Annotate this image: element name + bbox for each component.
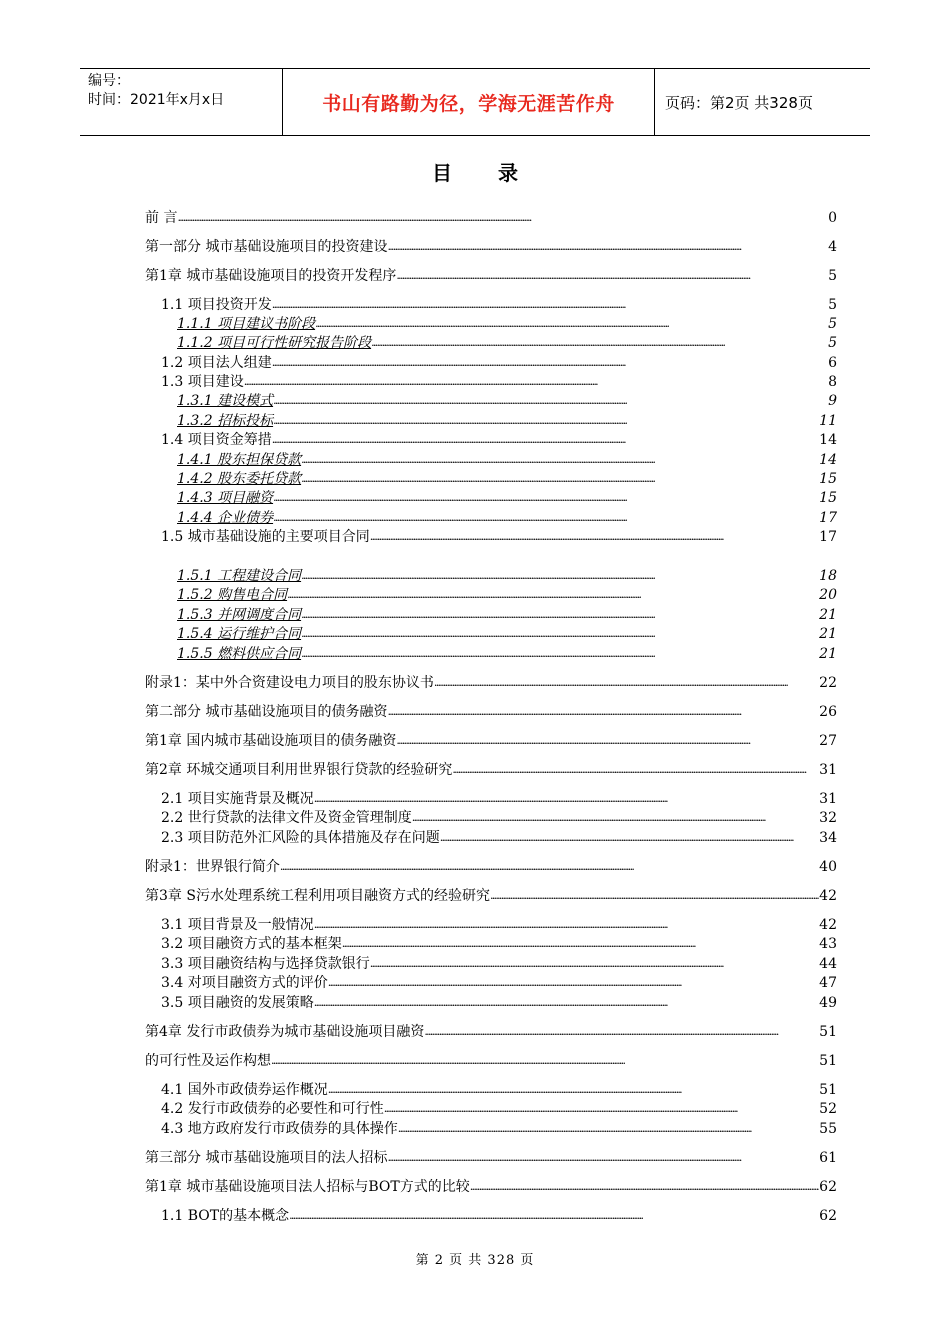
toc-leader bbox=[301, 450, 819, 469]
toc-entry-page: 44 bbox=[819, 956, 837, 972]
toc-entry-label: 3.2 项目融资方式的基本框架 bbox=[161, 936, 342, 952]
toc-entry-label: 2.2 世行贷款的法律文件及资金管理制度 bbox=[161, 810, 412, 826]
toc-entry-label: 1.4 项目资金筹措 bbox=[161, 432, 272, 448]
toc-entry[interactable] bbox=[161, 430, 837, 449]
toc-entry-label: 1.5.5 燃料供应合同 bbox=[177, 646, 302, 662]
toc-entry-page: 51 bbox=[819, 1053, 837, 1069]
toc-entry-page: 42 bbox=[819, 917, 837, 933]
toc-entry-page: 5 bbox=[828, 335, 837, 351]
toc-entry[interactable] bbox=[145, 1022, 837, 1041]
toc-entry-page: 32 bbox=[819, 810, 837, 826]
toc-entry-page: 5 bbox=[828, 297, 837, 313]
toc-entry-page: 20 bbox=[819, 587, 837, 603]
toc-entry-label: 1.5.4 运行维护合同 bbox=[177, 626, 302, 642]
toc-leader bbox=[490, 886, 819, 905]
toc-entry[interactable] bbox=[161, 973, 837, 992]
toc-entry[interactable] bbox=[177, 333, 837, 352]
toc-leader bbox=[315, 314, 828, 333]
toc-leader bbox=[371, 333, 828, 352]
toc-entry-page: 62 bbox=[819, 1179, 837, 1195]
toc-entry-page: 14 bbox=[819, 432, 837, 448]
toc-entry-page: 4 bbox=[828, 239, 837, 255]
toc-entry-page: 51 bbox=[819, 1082, 837, 1098]
toc-entry-label: 第3章 S污水处理系统工程利用项目融资方式的经验研究 bbox=[145, 888, 490, 904]
toc-entry-page: 52 bbox=[819, 1101, 837, 1117]
toc-entry-label: 2.3 项目防范外汇风险的具体措施及存在问题 bbox=[161, 830, 440, 846]
toc-entry[interactable] bbox=[145, 1177, 837, 1196]
toc-entry-page: 18 bbox=[819, 568, 837, 584]
toc-entry[interactable] bbox=[177, 391, 837, 410]
toc-entry[interactable] bbox=[161, 993, 837, 1012]
toc-entry[interactable] bbox=[145, 857, 837, 876]
toc-entry-label: 第1章 城市基础设施项目法人招标与BOT方式的比较 bbox=[145, 1179, 470, 1195]
toc-leader bbox=[387, 237, 828, 256]
toc-entry[interactable] bbox=[161, 527, 837, 546]
toc-leader bbox=[314, 789, 819, 808]
header-meta bbox=[80, 69, 282, 135]
toc-leader bbox=[412, 808, 819, 827]
toc-leader bbox=[280, 857, 819, 876]
toc-entry-label: 1.2 项目法人组建 bbox=[161, 355, 272, 371]
toc-entry-page: 42 bbox=[819, 888, 837, 904]
toc-entry[interactable] bbox=[161, 1080, 837, 1099]
toc-leader bbox=[177, 208, 828, 227]
toc-entry[interactable] bbox=[145, 702, 837, 721]
toc-entry-page: 9 bbox=[828, 393, 837, 409]
toc-leader bbox=[301, 566, 819, 585]
toc-leader bbox=[384, 1099, 819, 1118]
toc-leader bbox=[470, 1177, 819, 1196]
toc-entry[interactable] bbox=[161, 1119, 837, 1138]
toc-entry-page: 49 bbox=[819, 995, 837, 1011]
toc-leader bbox=[301, 644, 819, 663]
toc-entry[interactable] bbox=[161, 915, 837, 934]
date-label: 时间：2021年x月x日 bbox=[88, 92, 225, 108]
toc-entry[interactable] bbox=[145, 731, 837, 750]
toc-entry[interactable] bbox=[177, 314, 837, 333]
toc-entry-page: 15 bbox=[819, 471, 837, 487]
toc-entry[interactable] bbox=[145, 1148, 837, 1167]
toc-entry-label: 2.1 项目实施背景及概况 bbox=[161, 791, 314, 807]
toc-leader bbox=[328, 973, 819, 992]
toc-entry-page: 17 bbox=[819, 529, 837, 545]
header-page-info: 页码：第2页 共328页 bbox=[665, 93, 813, 112]
toc-entry-label: 1.5.2 购售电合同 bbox=[177, 587, 288, 603]
toc-leader bbox=[370, 954, 819, 973]
toc-entry-page: 31 bbox=[819, 791, 837, 807]
toc-entry-page: 34 bbox=[819, 830, 837, 846]
toc-leader bbox=[301, 624, 819, 643]
toc-entry-label: 第1章 国内城市基础设施项目的债务融资 bbox=[145, 733, 397, 749]
toc-entry[interactable] bbox=[161, 934, 837, 953]
toc-leader bbox=[328, 1080, 819, 1099]
toc-entry-label: 1.3.2 招标投标 bbox=[177, 413, 274, 429]
toc-entry-page: 27 bbox=[819, 733, 837, 749]
toc-leader bbox=[314, 915, 819, 934]
toc-entry-label: 附录1：某中外合资建设电力项目的股东协议书 bbox=[145, 675, 434, 691]
toc-entry[interactable] bbox=[177, 411, 837, 430]
toc-entry-label: 1.4.4 企业债券 bbox=[177, 510, 274, 526]
toc-entry-page: 40 bbox=[819, 859, 837, 875]
toc-entry-page: 5 bbox=[828, 316, 837, 332]
toc-entry[interactable] bbox=[177, 624, 837, 643]
toc-entry[interactable] bbox=[177, 450, 837, 469]
toc-entry-label: 第二部分 城市基础设施项目的债务融资 bbox=[145, 704, 388, 720]
toc-entry-label: 1.5 城市基础设施的主要项目合同 bbox=[161, 529, 370, 545]
toc-entry-label: 1.5.3 并网调度合同 bbox=[177, 607, 302, 623]
toc-entry-page: 21 bbox=[819, 626, 837, 642]
toc-leader bbox=[273, 411, 819, 430]
toc-leader bbox=[301, 469, 819, 488]
toc-entry-label: 的可行性及运作构想 bbox=[145, 1053, 271, 1069]
toc-leader bbox=[370, 527, 819, 546]
toc-entry-label: 4.3 地方政府发行市政债券的具体操作 bbox=[161, 1121, 398, 1137]
toc-entry[interactable] bbox=[161, 372, 837, 391]
toc-entry-label: 第1章 城市基础设施项目的投资开发程序 bbox=[145, 268, 397, 284]
toc-entry-page: 62 bbox=[819, 1208, 837, 1224]
toc-entry-page: 61 bbox=[819, 1150, 837, 1166]
toc-entry-page: 47 bbox=[819, 975, 837, 991]
header-motto: 书山有路勤为径，学海无涯苦作舟 bbox=[322, 92, 615, 115]
toc-entry-label: 4.2 发行市政债券的必要性和可行性 bbox=[161, 1101, 384, 1117]
toc-entry[interactable] bbox=[145, 266, 837, 285]
toc-leader bbox=[244, 372, 828, 391]
header-motto-cell bbox=[282, 69, 655, 135]
toc-entry[interactable] bbox=[145, 237, 837, 256]
toc-entry[interactable] bbox=[161, 828, 837, 847]
toc-entry-label: 第三部分 城市基础设施项目的法人招标 bbox=[145, 1150, 388, 1166]
toc-entry-label: 附录1：世界银行简介 bbox=[145, 859, 280, 875]
toc-entry-page: 14 bbox=[819, 452, 837, 468]
toc-entry[interactable] bbox=[145, 673, 837, 692]
toc-leader bbox=[273, 488, 819, 507]
toc-entry-page: 6 bbox=[828, 355, 837, 371]
toc-leader bbox=[387, 702, 819, 721]
toc-entry-page: 21 bbox=[819, 646, 837, 662]
toc-entry[interactable] bbox=[177, 585, 837, 604]
header-page-info-cell bbox=[655, 69, 870, 135]
toc-entry-label: 1.1 BOT的基本概念 bbox=[161, 1208, 290, 1224]
toc-leader bbox=[342, 934, 819, 953]
serial-label: 编号： bbox=[88, 73, 130, 89]
toc-entry-page: 15 bbox=[819, 490, 837, 506]
toc-leader bbox=[424, 1022, 819, 1041]
toc-entry-label: 1.1.2 项目可行性研究报告阶段 bbox=[177, 335, 372, 351]
toc-leader bbox=[396, 731, 819, 750]
toc-entry[interactable] bbox=[177, 488, 837, 507]
toc-entry-page: 43 bbox=[819, 936, 837, 952]
toc-leader bbox=[273, 391, 828, 410]
toc-entry-label: 3.3 项目融资结构与选择贷款银行 bbox=[161, 956, 370, 972]
page-header bbox=[80, 68, 870, 136]
toc-entry[interactable] bbox=[177, 566, 837, 585]
toc-entry-label: 1.4.3 项目融资 bbox=[177, 490, 274, 506]
toc-entry-label: 1.4.1 股东担保贷款 bbox=[177, 452, 302, 468]
toc-entry[interactable] bbox=[161, 1206, 837, 1225]
toc-entry-label: 1.1 项目投资开发 bbox=[161, 297, 272, 313]
toc-leader bbox=[314, 993, 819, 1012]
toc-entry-page: 31 bbox=[819, 762, 837, 778]
toc-entry-page: 11 bbox=[819, 413, 837, 429]
toc-entry-page: 5 bbox=[828, 268, 837, 284]
toc-entry[interactable] bbox=[161, 353, 837, 372]
toc-title bbox=[0, 157, 950, 186]
toc-entry[interactable] bbox=[145, 760, 837, 779]
toc-entry-label: 1.5.1 工程建设合同 bbox=[177, 568, 302, 584]
toc-leader bbox=[434, 673, 819, 692]
toc-entry-label: 3.5 项目融资的发展策略 bbox=[161, 995, 314, 1011]
toc-leader bbox=[396, 266, 828, 285]
toc-leader bbox=[271, 1051, 819, 1070]
toc-entry-label: 前 言 bbox=[145, 210, 178, 226]
toc-entry[interactable] bbox=[177, 605, 837, 624]
toc-entry-page: 17 bbox=[819, 510, 837, 526]
toc-entry[interactable] bbox=[161, 295, 837, 314]
toc-entry-label: 1.3 项目建设 bbox=[161, 374, 244, 390]
toc-entry[interactable] bbox=[145, 1051, 837, 1070]
page-footer: 第 2 页 共 328 页 bbox=[415, 1253, 535, 1268]
toc-entry-page: 0 bbox=[828, 210, 837, 226]
toc-leader bbox=[272, 430, 819, 449]
toc-entry[interactable] bbox=[161, 1099, 837, 1118]
toc-title-left: 目 bbox=[432, 161, 452, 185]
toc-entry-page: 26 bbox=[819, 704, 837, 720]
toc-leader bbox=[398, 1119, 819, 1138]
toc-entry-label: 1.4.2 股东委托贷款 bbox=[177, 471, 302, 487]
toc-entry-label: 1.3.1 建设模式 bbox=[177, 393, 274, 409]
toc-entry-page: 51 bbox=[819, 1024, 837, 1040]
toc-entry[interactable] bbox=[161, 789, 837, 808]
toc-leader bbox=[452, 760, 819, 779]
toc-entry-page: 55 bbox=[819, 1121, 837, 1137]
toc-entry-label: 1.1.1 项目建议书阶段 bbox=[177, 316, 316, 332]
toc-leader bbox=[272, 353, 828, 372]
toc-entry-page: 22 bbox=[819, 675, 837, 691]
toc-leader bbox=[387, 1148, 819, 1167]
toc-entry-label: 3.4 对项目融资方式的评价 bbox=[161, 975, 328, 991]
toc-title-right: 录 bbox=[498, 161, 518, 185]
toc-entry[interactable] bbox=[177, 508, 837, 527]
toc-entry-page: 8 bbox=[828, 374, 837, 390]
toc-entry[interactable] bbox=[161, 954, 837, 973]
toc-entry[interactable] bbox=[161, 808, 837, 827]
toc-entry[interactable] bbox=[177, 644, 837, 663]
toc-entry[interactable] bbox=[145, 886, 837, 905]
toc-entry-page: 21 bbox=[819, 607, 837, 623]
toc-entry-label: 第一部分 城市基础设施项目的投资建设 bbox=[145, 239, 388, 255]
toc-entry-label: 4.1 国外市政债券运作概况 bbox=[161, 1082, 328, 1098]
toc-leader bbox=[272, 295, 828, 314]
toc-leader bbox=[440, 828, 819, 847]
toc-leader bbox=[289, 1206, 819, 1225]
toc-entry-label: 第4章 发行市政债券为城市基础设施项目融资 bbox=[145, 1024, 425, 1040]
toc-leader bbox=[273, 508, 819, 527]
toc-leader bbox=[287, 585, 819, 604]
toc-leader bbox=[301, 605, 819, 624]
toc-entry[interactable] bbox=[145, 208, 837, 227]
toc-entry[interactable] bbox=[177, 469, 837, 488]
toc-entry-label: 第2章 环城交通项目利用世界银行贷款的经验研究 bbox=[145, 762, 453, 778]
toc-entry-label: 3.1 项目背景及一般情况 bbox=[161, 917, 314, 933]
